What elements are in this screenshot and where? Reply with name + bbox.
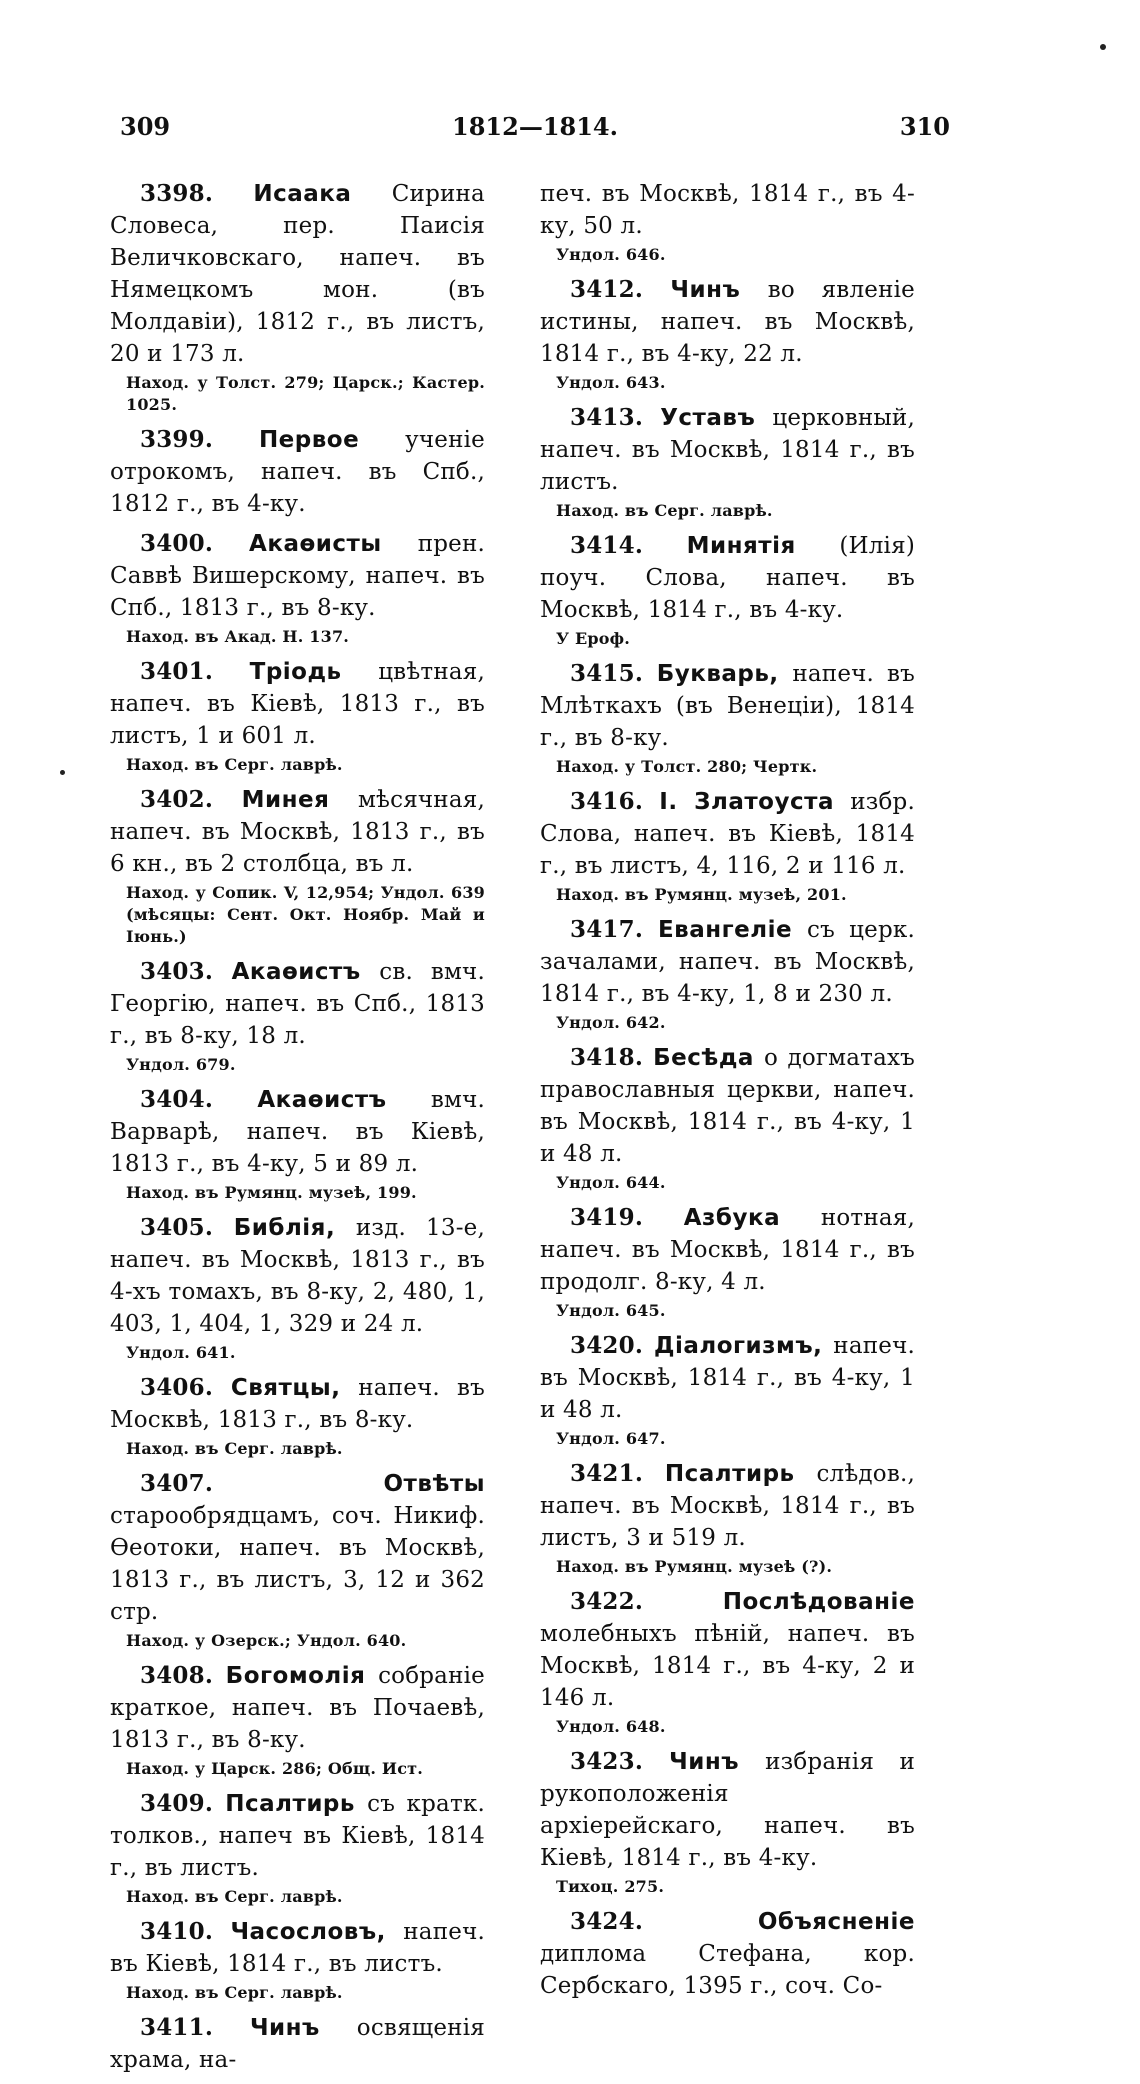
entry-headword: Акаѳистъ <box>231 959 361 985</box>
entry-headword: Послѣдованіе <box>722 1589 915 1615</box>
entry-number: 3415. <box>570 660 644 687</box>
entry-text: (Илія) поуч. Слова, напеч. въ Москвѣ, 1814 г., въ 4-ку. <box>540 533 915 623</box>
entry-number: 3408. <box>140 1662 214 1689</box>
entry-headword: Тріодь <box>249 659 342 685</box>
catalog-entry <box>540 786 915 906</box>
entry-text: освященія храма, на- <box>110 2015 485 2073</box>
entry-headword: Букварь, <box>656 661 779 687</box>
catalog-entry <box>540 1330 915 1450</box>
entry-location-note: Наход. въ Серг. лаврѣ. <box>126 755 343 774</box>
entry-number: 3423. <box>570 1748 644 1775</box>
catalog-entry <box>110 956 485 1076</box>
entry-number: 3412. <box>570 276 644 303</box>
entry-headword: Акаѳистъ <box>257 1087 387 1113</box>
entry-headword: Объясненіе <box>757 1909 915 1935</box>
entry-headword: Богомолія <box>225 1663 366 1689</box>
catalog-entry <box>110 656 485 776</box>
entry-headword: Святцы, <box>230 1375 341 1401</box>
catalog-entry <box>540 1458 915 1578</box>
entry-number: 3422. <box>570 1588 644 1615</box>
entry-number: 3406. <box>140 1374 214 1401</box>
catalog-entry <box>110 1660 485 1780</box>
entry-number: 3424. <box>570 1908 644 1935</box>
catalog-entry <box>540 274 915 394</box>
entry-text: напеч. въ Млѣткахъ (въ Венеціи), 1814 г., въ 8-ку. <box>540 661 915 751</box>
catalog-entry <box>540 1202 915 1322</box>
entry-location-note: Наход. въ Акад. Н. 137. <box>126 627 350 646</box>
entry-number: 3411. <box>140 2014 214 2041</box>
right-column <box>540 178 915 2010</box>
catalog-entry <box>540 1586 915 1738</box>
entry-number: 3409. <box>140 1790 214 1817</box>
speck-mark <box>60 770 65 775</box>
entry-headword: Отвѣты <box>383 1471 485 1497</box>
entry-text: собраніе краткое, напеч. въ Почаевѣ, 1813 г., въ 8-ку. <box>110 1663 485 1753</box>
catalog-entry <box>540 530 915 650</box>
entry-headword: Евангеліе <box>657 917 793 943</box>
entry-headword: Минятія <box>686 533 796 559</box>
entry-number: 3398. <box>140 180 214 207</box>
page-header <box>120 112 950 152</box>
entry-text: съ кратк. толков., напеч въ Кіевѣ, 1814 г., въ листъ. <box>110 1791 485 1881</box>
entry-location-note: Ундол. 679. <box>126 1055 236 1074</box>
entry-headword: І. Златоуста <box>659 789 834 815</box>
catalog-entry <box>110 2012 485 2076</box>
entry-headword: Діалогизмъ, <box>653 1333 823 1359</box>
entry-headword: Псалтирь <box>664 1461 795 1487</box>
entry-location-note: Наход. у Царск. 286; Общ. Ист. <box>126 1759 424 1778</box>
entry-text: нотная, напеч. въ Москвѣ, 1814 г., въ продолг. 8-ку, 4 л. <box>540 1205 915 1295</box>
entry-location-note: Ундол. 647. <box>556 1429 666 1448</box>
entry-text: изд. 13-е, напеч. въ Москвѣ, 1813 г., въ 4-хъ томахъ, въ 8-ку, 2, 480, 1, 403, 1, 404, 1, 329 и 24 л. <box>110 1215 485 1337</box>
entry-location-note: Ундол. 645. <box>556 1301 666 1320</box>
entry-location-note: Наход. въ Серг. лаврѣ. <box>126 1887 343 1906</box>
catalog-entry <box>110 1212 485 1364</box>
entry-location-note: Наход. въ Серг. лаврѣ. <box>556 501 773 520</box>
entry-location-note: Наход. въ Румянц. музеѣ, 199. <box>126 1183 417 1202</box>
catalog-entry <box>110 784 485 948</box>
entry-number: 3413. <box>570 404 644 431</box>
catalog-entry <box>540 1746 915 1898</box>
entry-location-note: Тихоц. 275. <box>556 1877 665 1896</box>
entry-headword: Первое <box>258 427 360 453</box>
entry-text: св. вмч. Георгію, напеч. въ Спб., 1813 г., въ 8-ку, 18 л. <box>110 959 485 1049</box>
entry-number: 3404. <box>140 1086 214 1113</box>
entry-headword: Библія, <box>233 1215 336 1241</box>
entry-location-note: Наход. въ Серг. лаврѣ. <box>126 1983 343 2002</box>
entry-location-note: Ундол. 646. <box>556 245 666 264</box>
speck-mark <box>1100 44 1106 50</box>
entry-text: съ церк. зачалами, напеч. въ Москвѣ, 1814 г., въ 4-ку, 1, 8 и 230 л. <box>540 917 915 1007</box>
entry-number: 3414. <box>570 532 644 559</box>
entry-text: молебныхъ пѣній, напеч. въ Москвѣ, 1814 г., въ 4-ку, 2 и 146 л. <box>540 1621 915 1711</box>
entry-headword: Азбука <box>683 1205 781 1231</box>
catalog-entry <box>540 178 915 266</box>
catalog-entry <box>540 658 915 778</box>
running-title: 1812—1814. <box>452 112 618 141</box>
left-page-number: 309 <box>120 112 171 141</box>
entry-location-note: Ундол. 641. <box>126 1343 236 1362</box>
entry-location-note: Наход. въ Серг. лаврѣ. <box>126 1439 343 1458</box>
entry-text: вмч. Варварѣ, напеч. въ Кіевѣ, 1813 г., въ 4-ку, 5 и 89 л. <box>110 1087 485 1177</box>
entry-text: цвѣтная, напеч. въ Кіевѣ, 1813 г., въ листъ, 1 и 601 л. <box>110 659 485 749</box>
catalog-entry <box>110 528 485 648</box>
catalog-entry <box>110 1372 485 1460</box>
entry-location-note: Ундол. 648. <box>556 1717 666 1736</box>
catalog-entry <box>110 1468 485 1652</box>
entry-location-note: Наход. у Озерск.; Ундол. 640. <box>126 1631 407 1650</box>
entry-headword: Часословъ, <box>230 1919 386 1945</box>
entry-number: 3420. <box>570 1332 644 1359</box>
entry-text: напеч. въ Кіевѣ, 1814 г., въ листъ. <box>110 1919 485 1977</box>
entry-number: 3405. <box>140 1214 214 1241</box>
catalog-entry <box>110 1788 485 1908</box>
entry-text: избранія и рукоположенія архіерейскаго, напеч. въ Кіевѣ, 1814 г., въ 4-ку. <box>540 1749 915 1871</box>
catalog-entry <box>110 1084 485 1204</box>
entry-location-note: Наход. въ Румянц. музеѣ (?). <box>556 1557 833 1576</box>
catalog-entry <box>110 424 485 520</box>
entry-number: 3421. <box>570 1460 644 1487</box>
entry-headword: Бесѣда <box>653 1045 754 1071</box>
entry-text: напеч. въ Москвѣ, 1814 г., въ 4-ку, 1 и 48 л. <box>540 1333 915 1423</box>
entry-number: 3400. <box>140 530 214 557</box>
entry-number: 3402. <box>140 786 214 813</box>
entry-headword: Акаѳисты <box>249 531 382 557</box>
entry-text: печ. въ Москвѣ, 1814 г., въ 4-ку, 50 л. <box>540 181 915 239</box>
entry-number: 3407. <box>140 1470 214 1497</box>
entry-headword: Чинъ <box>670 277 741 303</box>
entry-headword: Чинъ <box>249 2015 320 2041</box>
entry-headword: Уставъ <box>660 405 756 431</box>
entry-location-note: Ундол. 643. <box>556 373 666 392</box>
entry-text: церковный, напеч. въ Москвѣ, 1814 г., въ листъ. <box>540 405 915 495</box>
entry-number: 3399. <box>140 426 214 453</box>
left-column <box>110 178 485 2084</box>
entry-headword: Минея <box>241 787 330 813</box>
catalog-entry <box>540 914 915 1034</box>
entry-location-note: У Ероф. <box>556 629 631 648</box>
entry-headword: Псалтирь <box>225 1791 355 1817</box>
catalog-entry <box>540 1906 915 2002</box>
catalog-entry <box>540 402 915 522</box>
entry-text: во явленіе истины, напеч. въ Москвѣ, 1814 г., въ 4-ку, 22 л. <box>540 277 915 367</box>
entry-text: о догматахъ православныя церкви, напеч. въ Москвѣ, 1814 г., въ 4-ку, 1 и 48 л. <box>540 1045 915 1167</box>
entry-location-note: Ундол. 642. <box>556 1013 666 1032</box>
entry-text: прен. Саввѣ Вишерскому, напеч. въ Спб., 1813 г., въ 8-ку. <box>110 531 485 621</box>
entry-text: старообрядцамъ, соч. Никиф. Ѳеотоки, напеч. въ Москвѣ, 1813 г., въ листъ, 3, 12 и 362 стр. <box>110 1503 485 1625</box>
entry-location-note: Наход. у Сопик. V, 12,954; Ундол. 639 (мѣсяцы: Сент. Окт. Ноябр. Май и Іюнь.) <box>126 883 485 946</box>
entry-headword: Исаака <box>253 181 352 207</box>
catalog-entry <box>110 178 485 416</box>
entry-number: 3410. <box>140 1918 214 1945</box>
entry-number: 3419. <box>570 1204 644 1231</box>
entry-number: 3417. <box>570 916 644 943</box>
entry-location-note: Наход. въ Румянц. музеѣ, 201. <box>556 885 847 904</box>
right-page-number: 310 <box>899 112 950 141</box>
entry-location-note: Наход. у Толст. 279; Царск.; Кастер. 1025. <box>126 373 485 414</box>
entry-text: ученіе отрокомъ, напеч. въ Спб., 1812 г., въ 4-ку. <box>110 427 485 517</box>
entry-number: 3416. <box>570 788 644 815</box>
catalog-entry <box>540 1042 915 1194</box>
entry-text: Сирина Словеса, пер. Паисія Величковскаго, напеч. въ Нямецкомъ мон. (въ Молдавіи), 1812 г., въ листъ, 20 и 173 л. <box>110 181 485 367</box>
entry-text: диплома Стефана, кор. Сербскаго, 1395 г., соч. Со- <box>540 1941 915 1999</box>
entry-headword: Чинъ <box>669 1749 740 1775</box>
catalog-entry <box>110 1916 485 2004</box>
entry-number: 3401. <box>140 658 214 685</box>
entry-location-note: Наход. у Толст. 280; Чертк. <box>556 757 818 776</box>
entry-number: 3403. <box>140 958 214 985</box>
entry-text: мѣсячная, напеч. въ Москвѣ, 1813 г., въ 6 кн., въ 2 столбца, въ л. <box>110 787 485 877</box>
entry-text: избр. Слова, напеч. въ Кіевѣ, 1814 г., въ листъ, 4, 116, 2 и 116 л. <box>540 789 915 879</box>
entry-text: слѣдов., напеч. въ Москвѣ, 1814 г., въ листъ, 3 и 519 л. <box>540 1461 915 1551</box>
entry-location-note: Ундол. 644. <box>556 1173 666 1192</box>
entry-number: 3418. <box>570 1044 644 1071</box>
entry-text: напеч. въ Москвѣ, 1813 г., въ 8-ку. <box>110 1375 485 1433</box>
